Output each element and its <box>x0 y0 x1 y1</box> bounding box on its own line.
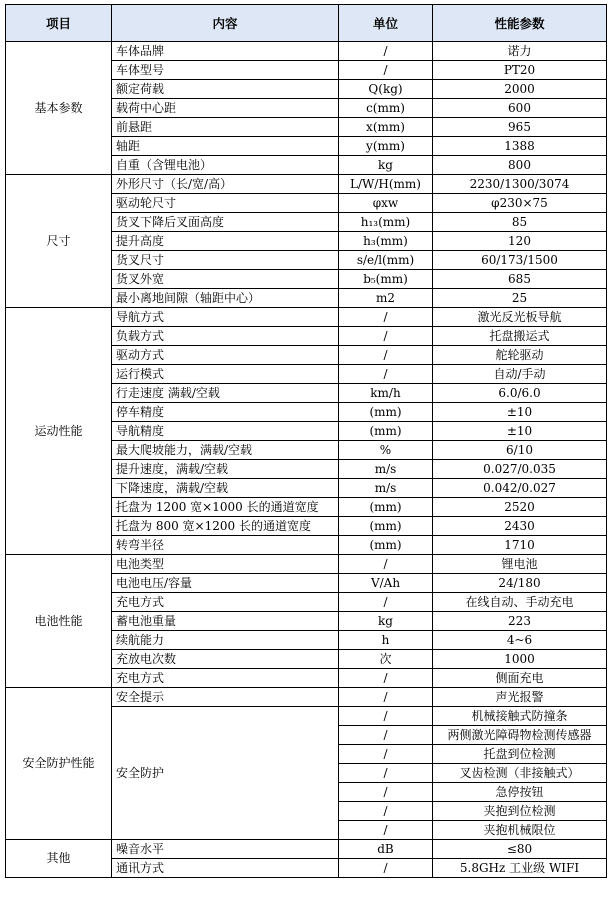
value-cell: 2000 <box>433 80 607 99</box>
spec-body <box>6 42 607 878</box>
unit-cell: (mm) <box>339 403 433 422</box>
value-cell: 侧面充电 <box>433 669 607 688</box>
unit-cell: / <box>339 308 433 327</box>
item-cell: 安全防护 <box>112 707 339 840</box>
header-value: 性能参数 <box>433 5 607 42</box>
unit-cell: h <box>339 631 433 650</box>
item-cell: 导航精度 <box>112 422 339 441</box>
item-cell: 停车精度 <box>112 403 339 422</box>
unit-cell: V/Ah <box>339 574 433 593</box>
value-cell: ±10 <box>433 422 607 441</box>
item-cell: 电池类型 <box>112 555 339 574</box>
value-cell: 两侧激光障碍物检测传感器 <box>433 726 607 745</box>
value-cell: 6.0/6.0 <box>433 384 607 403</box>
item-cell: 最小离地间隙（轴距中心） <box>112 289 339 308</box>
category-cell: 其他 <box>6 840 112 878</box>
item-cell: 轴距 <box>112 137 339 156</box>
unit-cell: / <box>339 42 433 61</box>
value-cell: 激光反光板导航 <box>433 308 607 327</box>
value-cell: 0.042/0.027 <box>433 479 607 498</box>
unit-cell: / <box>339 327 433 346</box>
value-cell: 夹抱到位检测 <box>433 802 607 821</box>
value-cell: 诺力 <box>433 42 607 61</box>
unit-cell: c(mm) <box>339 99 433 118</box>
value-cell: 2520 <box>433 498 607 517</box>
item-cell: 充电方式 <box>112 593 339 612</box>
item-cell: 通讯方式 <box>112 859 339 878</box>
value-cell: 在线自动、手动充电 <box>433 593 607 612</box>
value-cell: 120 <box>433 232 607 251</box>
item-cell: 负载方式 <box>112 327 339 346</box>
value-cell: φ230×75 <box>433 194 607 213</box>
item-cell: 自重（含锂电池） <box>112 156 339 175</box>
unit-cell: / <box>339 764 433 783</box>
item-cell: 安全提示 <box>112 688 339 707</box>
item-cell: 电池电压/容量 <box>112 574 339 593</box>
unit-cell: / <box>339 346 433 365</box>
item-cell: 驱动方式 <box>112 346 339 365</box>
table-row <box>6 555 607 574</box>
item-cell: 充电方式 <box>112 669 339 688</box>
item-cell: 车体品牌 <box>112 42 339 61</box>
category-cell: 电池性能 <box>6 555 112 688</box>
unit-cell: / <box>339 802 433 821</box>
header-item: 内容 <box>112 5 339 42</box>
unit-cell: h₃(mm) <box>339 232 433 251</box>
unit-cell: / <box>339 555 433 574</box>
unit-cell: / <box>339 745 433 764</box>
unit-cell: / <box>339 821 433 840</box>
value-cell: 托盘搬运式 <box>433 327 607 346</box>
item-cell: 载荷中心距 <box>112 99 339 118</box>
unit-cell: (mm) <box>339 517 433 536</box>
unit-cell: b₅(mm) <box>339 270 433 289</box>
item-cell: 货叉尺寸 <box>112 251 339 270</box>
unit-cell: (mm) <box>339 422 433 441</box>
item-cell: 行走速度 满载/空载 <box>112 384 339 403</box>
item-cell: 噪音水平 <box>112 840 339 859</box>
unit-cell: L/W/H(mm) <box>339 175 433 194</box>
value-cell: 自动/手动 <box>433 365 607 384</box>
unit-cell: Q(kg) <box>339 80 433 99</box>
item-cell: 最大爬坡能力，满载/空载 <box>112 441 339 460</box>
spec-table <box>5 4 607 878</box>
unit-cell: m/s <box>339 460 433 479</box>
value-cell: 1388 <box>433 137 607 156</box>
unit-cell: / <box>339 707 433 726</box>
item-cell: 下降速度，满载/空载 <box>112 479 339 498</box>
item-cell: 运行模式 <box>112 365 339 384</box>
unit-cell: 次 <box>339 650 433 669</box>
value-cell: 685 <box>433 270 607 289</box>
unit-cell: dB <box>339 840 433 859</box>
value-cell: 叉齿检测（非接触式） <box>433 764 607 783</box>
unit-cell: / <box>339 688 433 707</box>
value-cell: 0.027/0.035 <box>433 460 607 479</box>
value-cell: 965 <box>433 118 607 137</box>
item-cell: 提升速度，满载/空载 <box>112 460 339 479</box>
unit-cell: / <box>339 859 433 878</box>
unit-cell: h₁₃(mm) <box>339 213 433 232</box>
value-cell: PT20 <box>433 61 607 80</box>
table-row <box>6 688 607 707</box>
table-row <box>6 42 607 61</box>
value-cell: 4~6 <box>433 631 607 650</box>
item-cell: 充放电次数 <box>112 650 339 669</box>
value-cell: ≤80 <box>433 840 607 859</box>
unit-cell: kg <box>339 156 433 175</box>
item-cell: 托盘为 800 宽×1200 长的通道宽度 <box>112 517 339 536</box>
header-row <box>6 5 607 42</box>
unit-cell: (mm) <box>339 536 433 555</box>
item-cell: 车体型号 <box>112 61 339 80</box>
value-cell: 600 <box>433 99 607 118</box>
unit-cell: m/s <box>339 479 433 498</box>
unit-cell: s/e/l(mm) <box>339 251 433 270</box>
item-cell: 货叉下降后叉面高度 <box>112 213 339 232</box>
item-cell: 额定荷载 <box>112 80 339 99</box>
header-category: 项目 <box>6 5 112 42</box>
unit-cell: kg <box>339 612 433 631</box>
value-cell: 24/180 <box>433 574 607 593</box>
unit-cell: m2 <box>339 289 433 308</box>
unit-cell: / <box>339 783 433 802</box>
value-cell: 5.8GHz 工业级 WIFI <box>433 859 607 878</box>
value-cell: 舵轮驱动 <box>433 346 607 365</box>
item-cell: 续航能力 <box>112 631 339 650</box>
value-cell: 机械接触式防撞条 <box>433 707 607 726</box>
value-cell: 急停按钮 <box>433 783 607 802</box>
value-cell: ±10 <box>433 403 607 422</box>
unit-cell: y(mm) <box>339 137 433 156</box>
value-cell: 锂电池 <box>433 555 607 574</box>
header-unit: 单位 <box>339 5 433 42</box>
unit-cell: x(mm) <box>339 118 433 137</box>
value-cell: 6/10 <box>433 441 607 460</box>
item-cell: 转弯半径 <box>112 536 339 555</box>
unit-cell: % <box>339 441 433 460</box>
value-cell: 800 <box>433 156 607 175</box>
unit-cell: / <box>339 61 433 80</box>
table-row <box>6 175 607 194</box>
item-cell: 驱动轮尺寸 <box>112 194 339 213</box>
unit-cell: km/h <box>339 384 433 403</box>
category-cell: 安全防护性能 <box>6 688 112 840</box>
category-cell: 基本参数 <box>6 42 112 175</box>
item-cell: 货叉外宽 <box>112 270 339 289</box>
table-row <box>6 308 607 327</box>
unit-cell: φxw <box>339 194 433 213</box>
value-cell: 夹抱机械限位 <box>433 821 607 840</box>
unit-cell: / <box>339 365 433 384</box>
item-cell: 蓄电池重量 <box>112 612 339 631</box>
value-cell: 2430 <box>433 517 607 536</box>
value-cell: 60/173/1500 <box>433 251 607 270</box>
unit-cell: (mm) <box>339 498 433 517</box>
unit-cell: / <box>339 593 433 612</box>
value-cell: 25 <box>433 289 607 308</box>
value-cell: 223 <box>433 612 607 631</box>
table-row <box>6 840 607 859</box>
value-cell: 声光报警 <box>433 688 607 707</box>
item-cell: 提升高度 <box>112 232 339 251</box>
category-cell: 尺寸 <box>6 175 112 308</box>
unit-cell: / <box>339 726 433 745</box>
value-cell: 2230/1300/3074 <box>433 175 607 194</box>
value-cell: 1000 <box>433 650 607 669</box>
item-cell: 托盘为 1200 宽×1000 长的通道宽度 <box>112 498 339 517</box>
item-cell: 外形尺寸（长/宽/高） <box>112 175 339 194</box>
value-cell: 85 <box>433 213 607 232</box>
item-cell: 导航方式 <box>112 308 339 327</box>
category-cell: 运动性能 <box>6 308 112 555</box>
value-cell: 托盘到位检测 <box>433 745 607 764</box>
value-cell: 1710 <box>433 536 607 555</box>
item-cell: 前悬距 <box>112 118 339 137</box>
unit-cell: / <box>339 669 433 688</box>
